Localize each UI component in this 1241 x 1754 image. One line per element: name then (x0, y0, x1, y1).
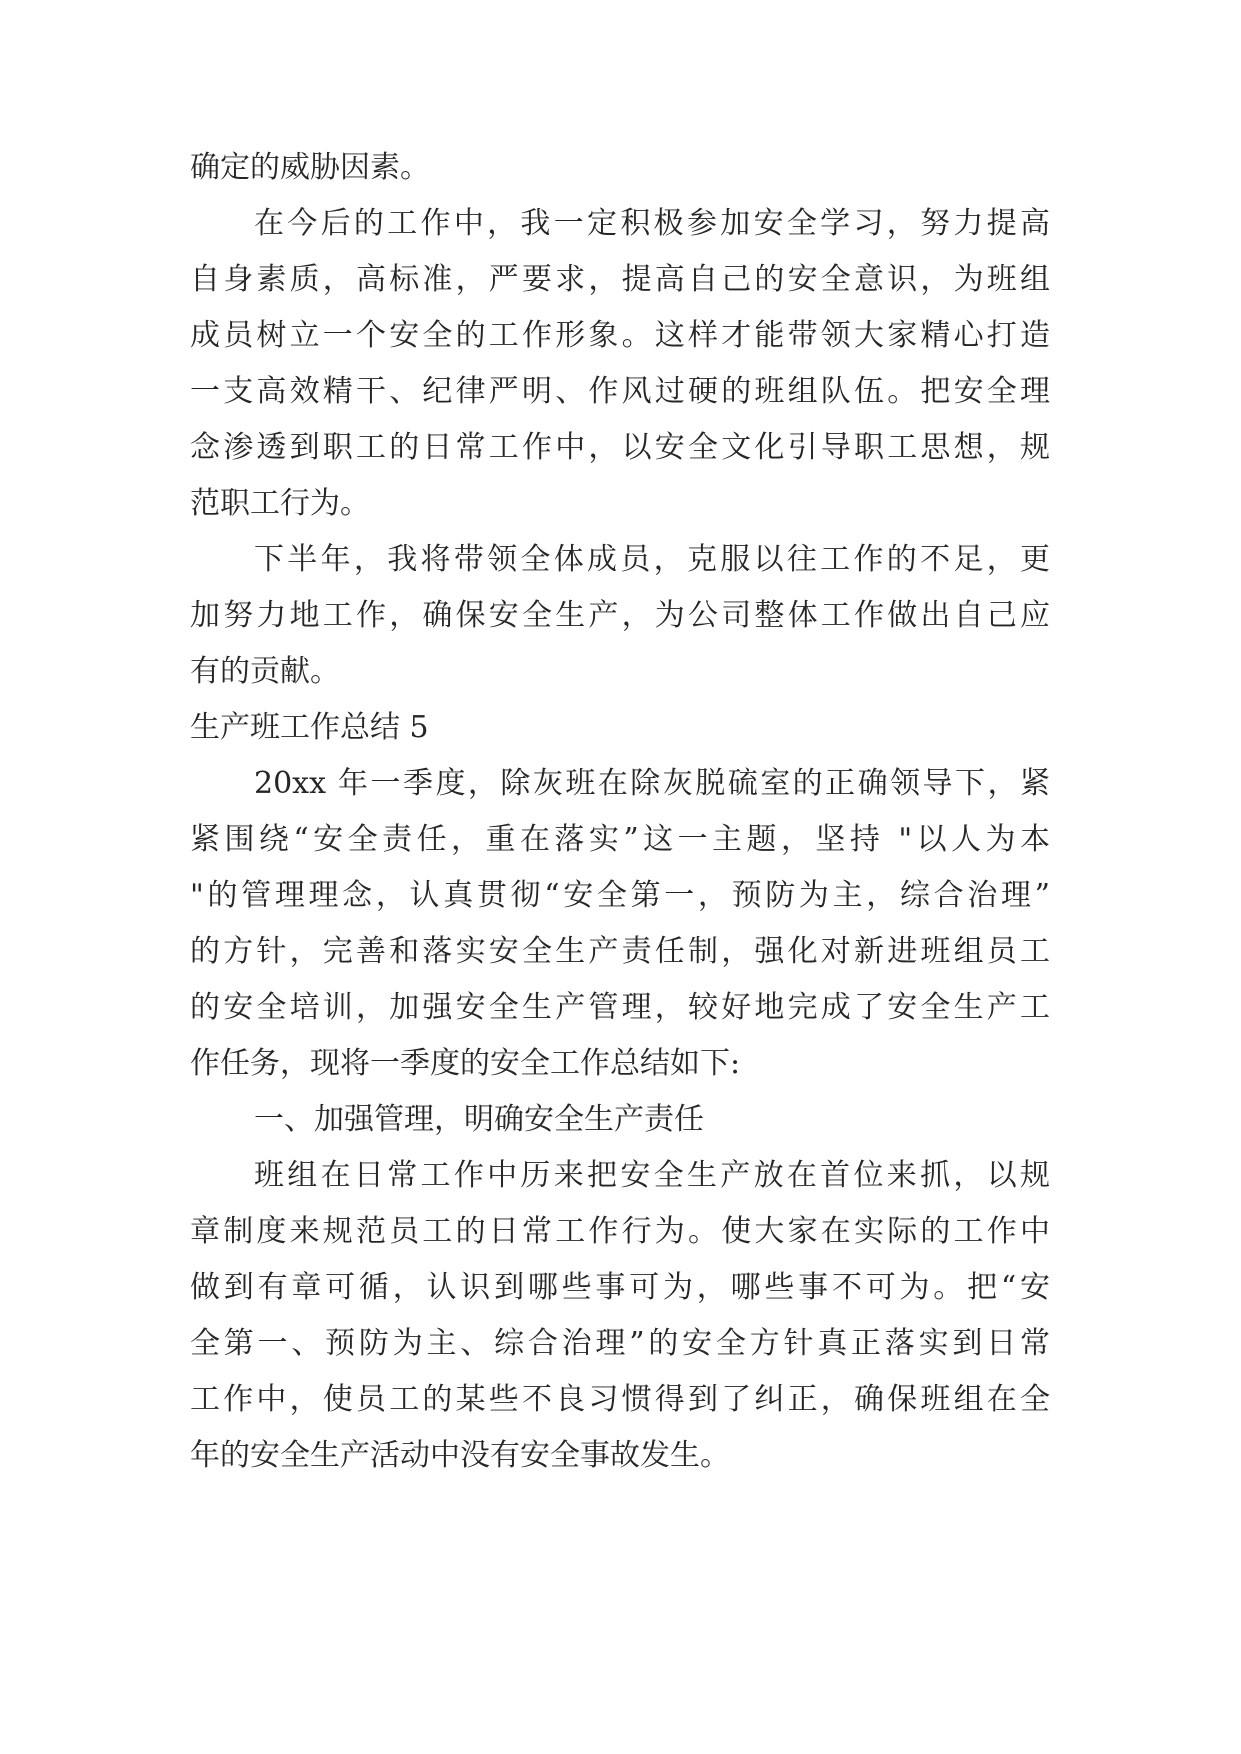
subheading: 一、加强管理，明确安全生产责任 (254, 1102, 704, 1137)
paragraph-3-line: 的方针，完善和落实安全生产责任制，强化对新进班组员工 (190, 934, 1050, 969)
paragraph-4-line: 年的安全生产活动中没有安全事故发生。 (190, 1438, 730, 1473)
paragraph-1-line: 念渗透到职工的日常工作中，以安全文化引导职工思想，规 (190, 430, 1050, 465)
paragraph-1-line: 范职工行为。 (190, 486, 370, 521)
paragraph-2-line: 有的贡献。 (190, 654, 340, 689)
paragraph-3-line: "的管理理念，认真贯彻“安全第一，预防为主，综合治理” (190, 878, 1050, 913)
paragraph-1-line: 成员树立一个安全的工作形象。这样才能带领大家精心打造 (190, 318, 1050, 353)
paragraph-1-line: 一支高效精干、纪律严明、作风过硬的班组队伍。把安全理 (190, 374, 1050, 409)
paragraph-4-line: 全第一、预防为主、综合治理”的安全方针真正落实到日常 (190, 1326, 1050, 1361)
paragraph-1-line: 在今后的工作中，我一定积极参加安全学习，努力提高 (254, 206, 1050, 241)
paragraph-1-line: 自身素质，高标准，严要求，提高自己的安全意识，为班组 (190, 262, 1050, 297)
paragraph-4-line: 做到有章可循，认识到哪些事可为，哪些事不可为。把“安 (190, 1270, 1050, 1305)
paragraph-continuation: 确定的威胁因素。 (190, 150, 430, 185)
paragraph-4-line: 工作中，使员工的某些不良习惯得到了纠正，确保班组在全 (190, 1382, 1050, 1417)
paragraph-2-line: 下半年，我将带领全体成员，克服以往工作的不足，更 (254, 542, 1050, 577)
paragraph-4-line: 章制度来规范员工的日常工作行为。使大家在实际的工作中 (190, 1214, 1050, 1249)
paragraph-3-line: 作任务，现将一季度的安全工作总结如下: (190, 1046, 741, 1081)
paragraph-3-line: 20xx 年一季度，除灰班在除灰脱硫室的正确领导下，紧 (254, 766, 1050, 801)
paragraph-2-line: 加努力地工作，确保安全生产，为公司整体工作做出自己应 (190, 598, 1050, 633)
paragraph-4-line: 班组在日常工作中历来把安全生产放在首位来抓，以规 (254, 1158, 1050, 1193)
paragraph-3-line: 紧围绕“安全责任，重在落实”这一主题，坚持 "以人为本 (190, 822, 1050, 857)
paragraph-3-line: 的安全培训，加强安全生产管理，较好地完成了安全生产工 (190, 990, 1050, 1025)
section-title: 生产班工作总结 5 (190, 710, 429, 745)
